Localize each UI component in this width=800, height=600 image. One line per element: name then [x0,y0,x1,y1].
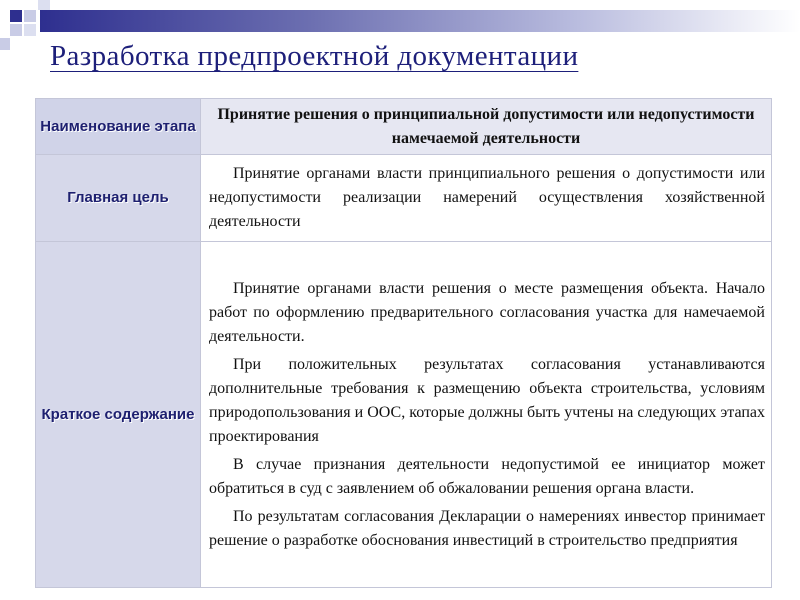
row-label-main-goal: Главная цель [67,189,169,206]
header-gradient-band [40,10,800,32]
row-label-cell [36,242,201,588]
row-paragraph: По результатам согласования Декларации о намерениях инвестор принимает решение о разработке обоснования инвестиций в строительство предприятия [209,507,765,549]
header-right-cell [201,99,772,155]
row-label-summary: Краткое содержание [41,405,195,423]
table-row [36,242,772,588]
header-left-cell [36,99,201,155]
row-content-cell [201,155,772,242]
row-content-cell [201,242,772,588]
header-left-label: Наименование этапа [40,117,196,135]
row-label-cell [36,155,201,242]
row-paragraph: Принятие органами власти принципиального решения о допустимости или недопустимости реализации намерений осуществления хозяйственной деятельности [209,165,765,230]
table-header-row [36,99,772,155]
row-paragraph: В случае признания деятельности недопустимой ее инициатор может обратиться в суд с заявлением об обжаловании решения органа власти. [209,455,765,497]
page-title: Разработка предпроектной документации [50,40,579,72]
stage-table [35,98,772,588]
row-paragraph: При положительных результатах согласования устанавливаются дополнительные требования к размещению объекта строительства, условиям природопользования и ООС, которые должны быть учтены на следующих этапах проектирования [209,355,765,445]
header-right-label: Принятие решения о принципиальной допустимости или недопустимости намечаемой деятельности [217,105,755,147]
table-row [36,155,772,242]
row-paragraph: Принятие органами власти решения о месте размещения объекта. Начало работ по оформлению предварительного согласования участка для намечаемой деятельности. [209,279,765,345]
